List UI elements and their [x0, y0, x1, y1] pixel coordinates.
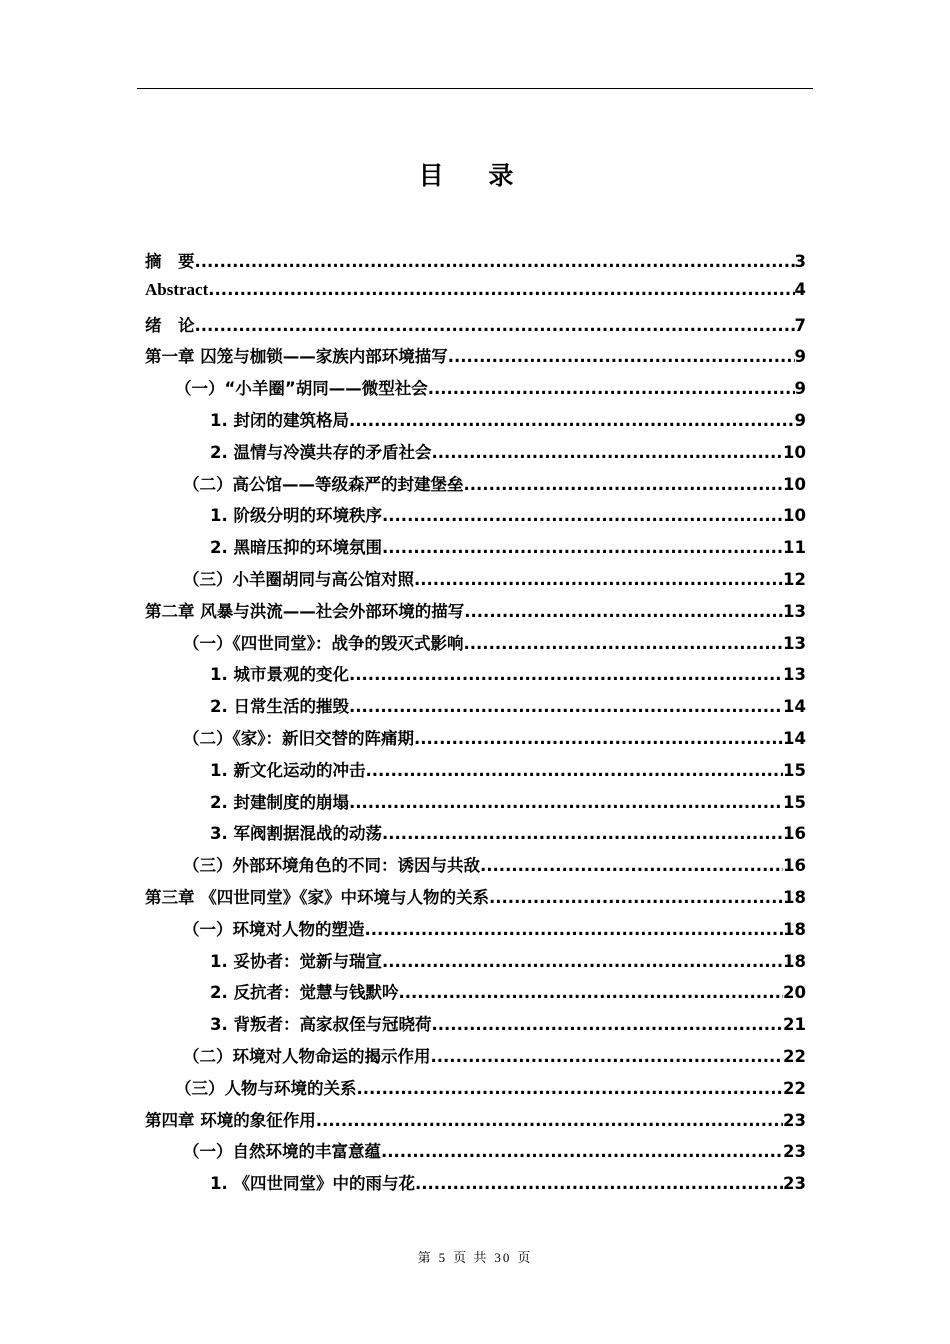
toc-entry[interactable] [145, 725, 806, 757]
toc-entry-page: 13 [783, 601, 806, 621]
toc-leader-dots [349, 793, 783, 812]
toc-entry-label: 1. 新文化运动的冲击 [210, 760, 366, 780]
toc-leader-dots [415, 1174, 783, 1193]
toc-entry[interactable] [145, 789, 806, 821]
toc-entry-label: 2. 日常生活的摧毁 [210, 697, 349, 717]
toc-entry-page: 18 [783, 919, 806, 939]
toc-entry[interactable] [145, 598, 806, 630]
toc-leader-dots [357, 1079, 784, 1098]
toc-entry-label: 第四章 环境的象征作用 [145, 1110, 316, 1130]
toc-entry-label: （一）《四世同堂》：战争的毁灭式影响 [183, 633, 464, 653]
page-footer [0, 1247, 950, 1266]
toc-entry[interactable] [145, 248, 806, 280]
toc-entry[interactable] [145, 948, 806, 980]
toc-leader-dots [349, 697, 783, 716]
toc-entry-page: 10 [783, 442, 806, 462]
toc-leader-dots [428, 379, 795, 398]
toc-entry-page: 14 [783, 728, 806, 748]
toc-entry-page: 21 [783, 1015, 806, 1035]
toc-entry-label: 2. 封建制度的崩塌 [210, 792, 349, 812]
toc-entry-label: 第二章 风暴与洪流——社会外部环境的描写 [145, 601, 465, 621]
toc-entry-label: 1. 《四世同堂》中的雨与花 [210, 1174, 415, 1194]
toc-entry-label: 第三章 《四世同堂》《家》中环境与人物的关系 [145, 887, 489, 907]
toc-entry[interactable] [145, 502, 806, 534]
toc-leader-dots [195, 316, 795, 335]
toc-entry[interactable] [145, 1138, 806, 1170]
toc-entry[interactable] [145, 979, 806, 1011]
toc-entry[interactable] [145, 1107, 806, 1139]
toc-entry[interactable] [145, 566, 806, 598]
footer-suffix: 页 [517, 1250, 533, 1265]
page-title: 目 录 [418, 161, 532, 190]
toc-entry-page: 23 [783, 1110, 806, 1130]
toc-entry-page: 22 [783, 1078, 806, 1098]
toc-leader-dots [432, 443, 784, 462]
footer-mid: 页 共 [453, 1250, 489, 1265]
toc-leader-dots [382, 538, 783, 557]
toc-entry-page: 18 [783, 951, 806, 971]
toc-entry[interactable] [145, 375, 806, 407]
toc-entry-label: 1. 封闭的建筑格局 [210, 410, 349, 430]
toc-entry-page: 9 [794, 379, 806, 399]
toc-entry-label: Abstract [145, 279, 209, 299]
toc-entry-label: 3. 军阀割据混战的动荡 [210, 824, 382, 844]
footer-total-pages: 30 [494, 1250, 512, 1265]
toc-entry-label: （一）“小羊圈”胡同——微型社会 [175, 379, 428, 399]
toc-leader-dots [365, 920, 784, 939]
toc-entry-page: 23 [783, 1174, 806, 1194]
toc-entry-label: （三）小羊圈胡同与高公馆对照 [183, 569, 414, 589]
toc-entry[interactable] [145, 1043, 806, 1075]
toc-entry[interactable] [145, 852, 806, 884]
toc-entry-label: 1. 城市景观的变化 [210, 665, 349, 685]
toc-entry[interactable] [145, 661, 806, 693]
toc-entry-label: （三）人物与环境的关系 [175, 1078, 357, 1098]
toc-entry-label: 1. 阶级分明的环境秩序 [210, 506, 382, 526]
toc-entry-label: （三）外部环境角色的不同：诱因与共敌 [183, 856, 480, 876]
toc-entry[interactable] [145, 630, 806, 662]
toc-leader-dots [366, 761, 784, 780]
toc-entry-page: 10 [783, 474, 806, 494]
footer-prefix: 第 [417, 1250, 433, 1265]
toc-leader-dots [316, 1111, 783, 1130]
toc-entry-label: 摘 要 [145, 252, 195, 271]
toc-entry-page: 16 [783, 824, 806, 844]
toc-entry-label: （一）环境对人物的塑造 [183, 919, 365, 939]
toc-leader-dots [382, 824, 783, 843]
toc-entry-page: 10 [783, 506, 806, 526]
toc-entry-label: 1. 妥协者：觉新与瑞宣 [210, 951, 382, 971]
toc-leader-dots [464, 602, 783, 621]
toc-entry[interactable] [145, 884, 806, 916]
toc-entry[interactable] [145, 312, 806, 344]
toc-entry[interactable] [145, 693, 806, 725]
toc-entry[interactable] [145, 534, 806, 566]
toc-entry-page: 20 [783, 983, 806, 1003]
toc-leader-dots [349, 411, 795, 430]
toc-leader-dots [208, 280, 794, 299]
toc-leader-dots [195, 252, 795, 271]
toc-leader-dots [382, 952, 783, 971]
toc-leader-dots [489, 888, 783, 907]
toc-entry-label: （二）环境对人物命运的揭示作用 [183, 1046, 431, 1066]
footer-current-page: 5 [438, 1250, 448, 1265]
toc-entry[interactable] [145, 439, 806, 471]
toc-entry-page: 4 [794, 279, 806, 299]
toc-entry[interactable] [145, 916, 806, 948]
toc-leader-dots [399, 983, 784, 1002]
toc-entry-page: 16 [783, 856, 806, 876]
toc-entry-label: 2. 温情与冷漠共存的矛盾社会 [210, 442, 432, 462]
toc-leader-dots [432, 1015, 784, 1034]
toc-entry-page: 9 [794, 410, 806, 430]
toc-entry[interactable] [145, 1075, 806, 1107]
toc-entry-page: 22 [783, 1046, 806, 1066]
toc-leader-dots [382, 506, 783, 525]
toc-entry[interactable] [145, 471, 806, 503]
toc-entry-label: 2. 反抗者：觉慧与钱默吟 [210, 983, 399, 1003]
toc-leader-dots [431, 1047, 784, 1066]
toc-entry[interactable] [145, 343, 806, 375]
toc-entry-page: 11 [783, 538, 806, 558]
toc-entry-page: 13 [783, 633, 806, 653]
toc-entry-page: 14 [783, 697, 806, 717]
toc-entry-page: 7 [794, 315, 806, 335]
toc-leader-dots [464, 475, 784, 494]
toc-entry-page: 9 [794, 347, 806, 367]
toc-leader-dots [448, 347, 795, 366]
toc-entry-page: 15 [783, 760, 806, 780]
toc-entry-page: 13 [783, 665, 806, 685]
toc-entry-label: （一）自然环境的丰富意蕴 [183, 1142, 381, 1162]
toc-entry-label: 第一章 囚笼与枷锁——家族内部环境描写 [145, 347, 448, 367]
table-of-contents [145, 248, 806, 1202]
toc-leader-dots [480, 856, 783, 875]
toc-entry[interactable] [145, 280, 806, 312]
toc-entry-page: 18 [783, 887, 806, 907]
toc-entry-page: 23 [783, 1142, 806, 1162]
toc-entry-label: （二）高公馆——等级森严的封建堡垒 [183, 474, 464, 494]
toc-entry[interactable] [145, 1011, 806, 1043]
toc-entry-page: 15 [783, 792, 806, 812]
toc-leader-dots [414, 729, 783, 748]
toc-leader-dots [349, 665, 783, 684]
header-rule [137, 88, 813, 89]
toc-entry-label: 3. 背叛者：高家叔侄与冠晓荷 [210, 1015, 432, 1035]
toc-entry-label: 2. 黑暗压抑的环境氛围 [210, 538, 382, 558]
toc-entry-label: 绪 论 [145, 315, 195, 335]
toc-entry[interactable] [145, 1170, 806, 1202]
toc-entry-page: 3 [794, 252, 806, 271]
toc-leader-dots [381, 1142, 783, 1161]
toc-entry-label: （二）《家》：新旧交替的阵痛期 [183, 728, 414, 748]
toc-leader-dots [414, 570, 783, 589]
toc-entry[interactable] [145, 820, 806, 852]
toc-entry[interactable] [145, 757, 806, 789]
toc-entry-page: 12 [783, 569, 806, 589]
toc-leader-dots [464, 634, 784, 653]
toc-entry[interactable] [145, 407, 806, 439]
